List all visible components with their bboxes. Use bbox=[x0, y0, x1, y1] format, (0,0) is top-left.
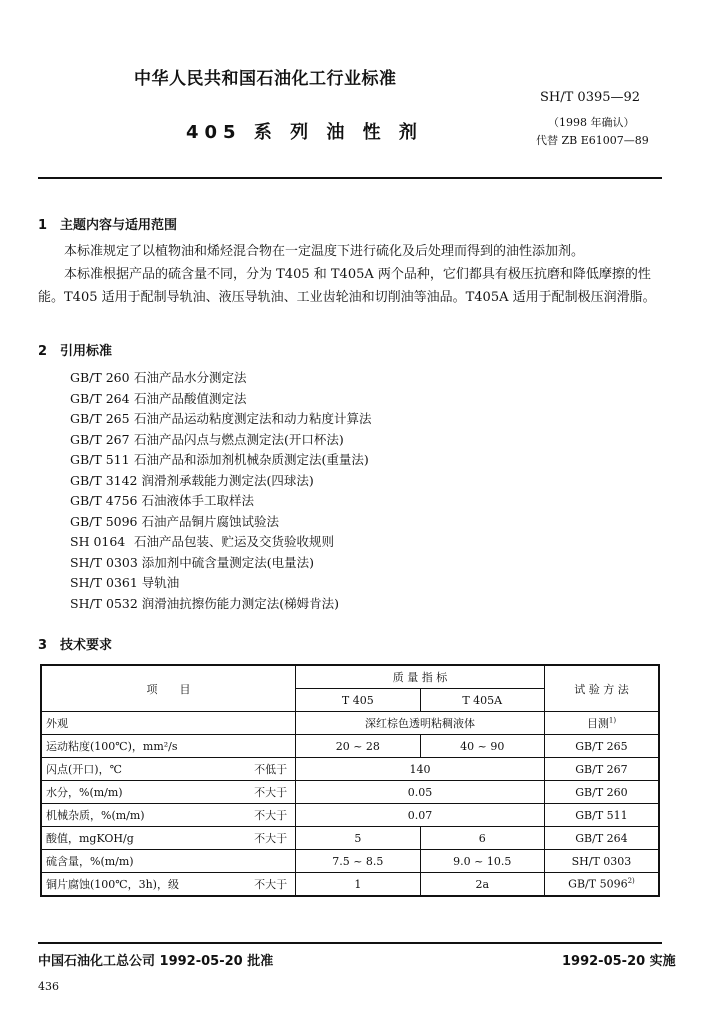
table-row bbox=[41, 758, 659, 781]
item-cell bbox=[41, 827, 296, 850]
table-row bbox=[41, 873, 659, 897]
limit-qualifier: 不大于 bbox=[254, 832, 288, 845]
method-cell bbox=[544, 712, 659, 735]
reference-code: GB/T 4756 bbox=[70, 493, 138, 508]
item-label: 水分，%(m/m) bbox=[46, 786, 123, 799]
reference-code: GB/T 5096 bbox=[70, 513, 138, 529]
value-cell-t405a: 6 bbox=[420, 827, 544, 850]
reference-item bbox=[70, 491, 254, 509]
item-label: 闪点(开口)，℃ bbox=[46, 763, 122, 776]
method-cell bbox=[544, 804, 659, 827]
item-label: 硫含量，%(m/m) bbox=[46, 855, 134, 868]
item-cell bbox=[41, 758, 296, 781]
item-cell bbox=[41, 781, 296, 804]
value-cell-t405: 20 ~ 28 bbox=[296, 735, 420, 758]
reference-title: 石油产品闪点与燃点测定法(开口杯法) bbox=[133, 431, 344, 447]
reference-item bbox=[70, 389, 247, 407]
value-cell-t405: 1 bbox=[296, 873, 420, 897]
footer-divider bbox=[38, 942, 662, 944]
issuing-organization: 中华人民共和国石油化工行业标准 bbox=[134, 69, 397, 89]
limit-qualifier: 不低于 bbox=[254, 763, 288, 776]
item-cell bbox=[41, 712, 296, 735]
table-row bbox=[41, 781, 659, 804]
header-divider bbox=[38, 177, 662, 179]
reference-code: GB/T 264 bbox=[70, 390, 130, 406]
reference-title: 添加剂中硫含量测定法(电量法) bbox=[141, 554, 315, 570]
reference-code: SH/T 0303 bbox=[70, 554, 138, 570]
reference-title: 润滑剂承载能力测定法(四球法) bbox=[141, 472, 314, 488]
section-3-heading: 3 技术要求 bbox=[38, 638, 113, 653]
item-cell bbox=[41, 804, 296, 827]
reference-item bbox=[70, 594, 339, 612]
approval-line: 中国石油化工总公司 1992-05-20 批准 bbox=[38, 954, 274, 969]
value-cell-combined: 0.07 bbox=[296, 804, 545, 827]
reference-item bbox=[70, 532, 334, 550]
reference-title: 石油产品运动粘度测定法和动力粘度计算法 bbox=[133, 411, 372, 426]
item-label: 机械杂质，%(m/m) bbox=[46, 809, 145, 822]
standard-number: SH/T 0395—92 bbox=[540, 90, 641, 105]
value-cell-t405: 7.5 ~ 8.5 bbox=[296, 850, 420, 873]
reference-item bbox=[70, 409, 372, 427]
section-1-heading: 1 主题内容与适用范围 bbox=[38, 218, 178, 233]
page-number: 436 bbox=[38, 980, 59, 993]
header-quality-index: 质 量 指 标 bbox=[296, 665, 545, 689]
item-label: 铜片腐蚀(100℃，3h)，级 bbox=[46, 878, 179, 891]
reference-title: 石油产品酸值测定法 bbox=[133, 390, 247, 406]
limit-qualifier: 不大于 bbox=[254, 878, 288, 891]
reference-item bbox=[70, 471, 314, 489]
reference-title: 石油产品铜片腐蚀试验法 bbox=[141, 513, 280, 529]
method-label: GB/T 264 bbox=[575, 831, 628, 845]
item-label: 酸值，mgKOH/g bbox=[46, 832, 134, 845]
reference-code: GB/T 260 bbox=[70, 370, 130, 385]
value-cell-t405a: 40 ~ 90 bbox=[420, 735, 544, 758]
reference-item bbox=[70, 512, 279, 530]
value-cell-combined: 0.05 bbox=[296, 781, 545, 804]
reference-code: SH/T 0361 bbox=[70, 575, 138, 590]
reference-code: SH 0164 bbox=[70, 534, 126, 549]
method-label: 目测 bbox=[586, 717, 609, 730]
effective-date: 1992-05-20 实施 bbox=[562, 954, 676, 969]
reference-code: GB/T 511 bbox=[70, 452, 130, 467]
reference-title: 石油产品水分测定法 bbox=[133, 370, 247, 385]
method-label: SH/T 0303 bbox=[571, 854, 632, 868]
reference-title: 石油液体手工取样法 bbox=[141, 493, 255, 508]
method-cell bbox=[544, 758, 659, 781]
method-label: GB/T 265 bbox=[575, 739, 628, 753]
value-cell-combined: 140 bbox=[296, 758, 545, 781]
value-cell-t405a: 9.0 ~ 10.5 bbox=[420, 850, 544, 873]
method-cell bbox=[544, 827, 659, 850]
method-cell bbox=[544, 735, 659, 758]
value-cell-t405: 5 bbox=[296, 827, 420, 850]
section-1-body bbox=[38, 240, 660, 309]
table-row bbox=[41, 804, 659, 827]
reference-code: GB/T 265 bbox=[70, 411, 130, 426]
header-t405: T 405 bbox=[296, 689, 420, 712]
reference-title: 导轨油 bbox=[141, 575, 180, 590]
item-cell bbox=[41, 850, 296, 873]
value-cell-t405a: 2a bbox=[420, 873, 544, 897]
method-label: GB/T 267 bbox=[575, 762, 628, 776]
reference-item bbox=[70, 368, 247, 386]
reference-title: 润滑油抗擦伤能力测定法(梯姆肯法) bbox=[141, 595, 340, 611]
header-item: 项 目 bbox=[41, 665, 296, 712]
method-cell bbox=[544, 781, 659, 804]
reference-item bbox=[70, 450, 369, 468]
reference-code: GB/T 3142 bbox=[70, 472, 138, 488]
paragraph: 本标准根据产品的硫含量不同，分为 T405 和 T405A 两个品种，它们都具有极压抗磨和降低摩擦的性能。T405 适用于配制导轨油、液压导轨油、工业齿轮油和切削油等油品。T405A 适用于配制极压润滑脂。 bbox=[38, 267, 656, 305]
item-label: 外观 bbox=[46, 717, 68, 730]
method-cell bbox=[544, 873, 659, 897]
method-label: GB/T 5096 bbox=[568, 877, 628, 891]
footnote-marker: 1) bbox=[608, 716, 617, 725]
document-title: 405 系 列 油 性 剂 bbox=[186, 122, 423, 143]
item-cell bbox=[41, 735, 296, 758]
method-label: GB/T 260 bbox=[575, 785, 628, 799]
reference-item bbox=[70, 553, 314, 571]
replaces-note: 代替 ZB E61007—89 bbox=[536, 134, 649, 147]
method-cell bbox=[544, 850, 659, 873]
confirmation-note: （1998 年确认） bbox=[548, 116, 635, 129]
paragraph: 本标准规定了以植物油和烯烃混合物在一定温度下进行硫化及后处理而得到的油性添加剂。 bbox=[64, 244, 585, 259]
table-row bbox=[41, 712, 659, 735]
method-label: GB/T 511 bbox=[575, 808, 628, 822]
item-cell bbox=[41, 873, 296, 897]
section-2-heading: 2 引用标准 bbox=[38, 344, 113, 359]
reference-item bbox=[70, 573, 179, 591]
table-row bbox=[41, 850, 659, 873]
footnote-marker: 2) bbox=[627, 877, 635, 886]
item-label: 运动粘度(100℃)，mm²/s bbox=[46, 740, 178, 753]
table-row bbox=[41, 827, 659, 850]
reference-title: 石油产品和添加剂机械杂质测定法(重量法) bbox=[133, 452, 369, 467]
table-row bbox=[41, 735, 659, 758]
reference-item bbox=[70, 430, 344, 448]
reference-code: SH/T 0532 bbox=[70, 595, 138, 611]
limit-qualifier: 不大于 bbox=[254, 809, 288, 822]
technical-requirements-table bbox=[40, 664, 660, 897]
reference-title: 石油产品包装、贮运及交货验收规则 bbox=[133, 534, 334, 549]
header-test-method: 试 验 方 法 bbox=[544, 665, 659, 712]
limit-qualifier: 不大于 bbox=[254, 786, 288, 799]
value-cell-combined: 深红棕色透明粘稠液体 bbox=[296, 712, 545, 735]
header-t405a: T 405A bbox=[420, 689, 544, 712]
reference-code: GB/T 267 bbox=[70, 431, 130, 447]
